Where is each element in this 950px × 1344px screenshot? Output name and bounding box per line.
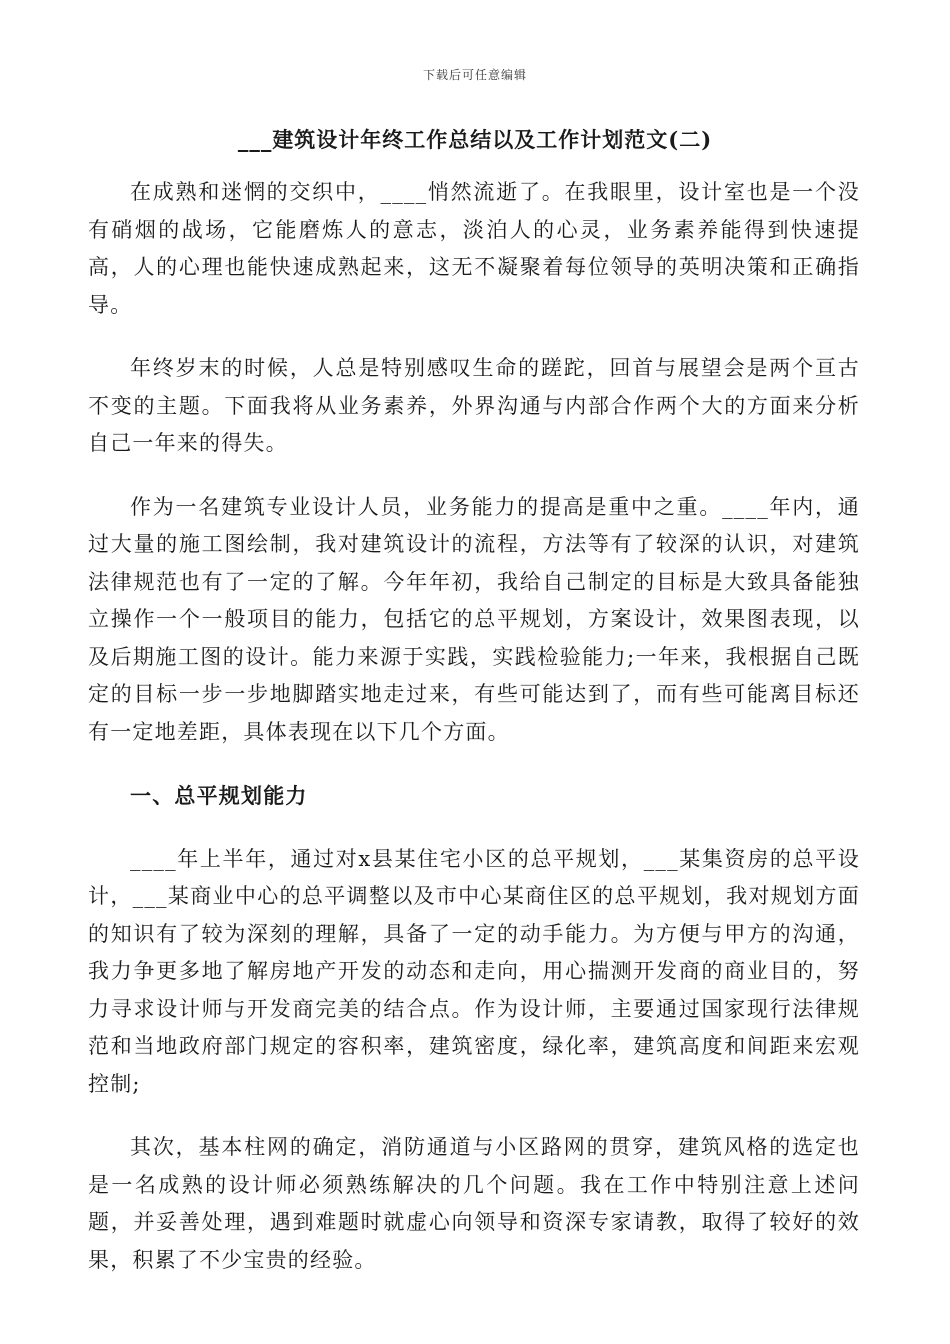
document-body <box>88 174 860 1305</box>
paragraph-year-end: 年终岁末的时候，人总是特别感叹生命的蹉跎，回首与展望会是两个亘古不变的主题。下面我将从业务素养，外界沟通与内部合作两个大的方面来分析自己一年来的得失。 <box>88 356 860 455</box>
paragraph-intro: 在成熟和迷惘的交织中，____悄然流逝了。在我眼里，设计室也是一个没有硝烟的战场，它能磨炼人的意志，淡泊人的心灵，业务素养能得到快速提高，人的心理也能快速成熟起来，这无不凝聚着每位领导的英明决策和正确指导。 <box>88 180 860 317</box>
document-title: ___建筑设计年终工作总结以及工作计划范文(二) <box>237 127 713 152</box>
section-heading: 一、总平规划能力 <box>130 783 308 808</box>
paragraph-business-ability: 作为一名建筑专业设计人员，业务能力的提高是重中之重。____年内，通过大量的施工图绘制，我对建筑设计的流程，方法等有了较深的认识，对建筑法律规范也有了一定的了解。今年年初，我给自己制定的目标是大致具备能独立操作一个一般项目的能力，包括它的总平规划，方案设计，效果图表现，以及后期施工图的设计。能力来源于实践，实践检验能力;一年来，我根据自己既定的目标一步一步地脚踏实地走过来，有些可能达到了，而有些可能离目标还有一定地差距，具体表现在以下几个方面。 <box>88 494 860 744</box>
paragraph-secondly: 其次，基本柱网的确定，消防通道与小区路网的贯穿，建筑风格的选定也是一名成熟的设计师必须熟练解决的几个问题。我在工作中特别注意上述问题，并妥善处理，遇到难题时就虚心向领导和资深专家请教，取得了较好的效果，积累了不少宝贵的经验。 <box>88 1135 860 1272</box>
paragraph-planning: ____年上半年，通过对x县某住宅小区的总平规划，___某集资房的总平设计，___某商业中心的总平调整以及市中心某商住区的总平规划，我对规划方面的知识有了较为深刻的理解，具备了一定的动手能力。为方便与甲方的沟通，我力争更多地了解房地产开发的动态和走向，用心揣测开发商的商业目的，努力寻求设计师与开发商完美的结合点。作为设计师，主要通过国家现行法律规范和当地政府部门规定的容积率，建筑密度，绿化率，建筑高度和间距来宏观控制; <box>88 846 860 1096</box>
header-note: 下载后可任意编辑 <box>422 68 527 82</box>
